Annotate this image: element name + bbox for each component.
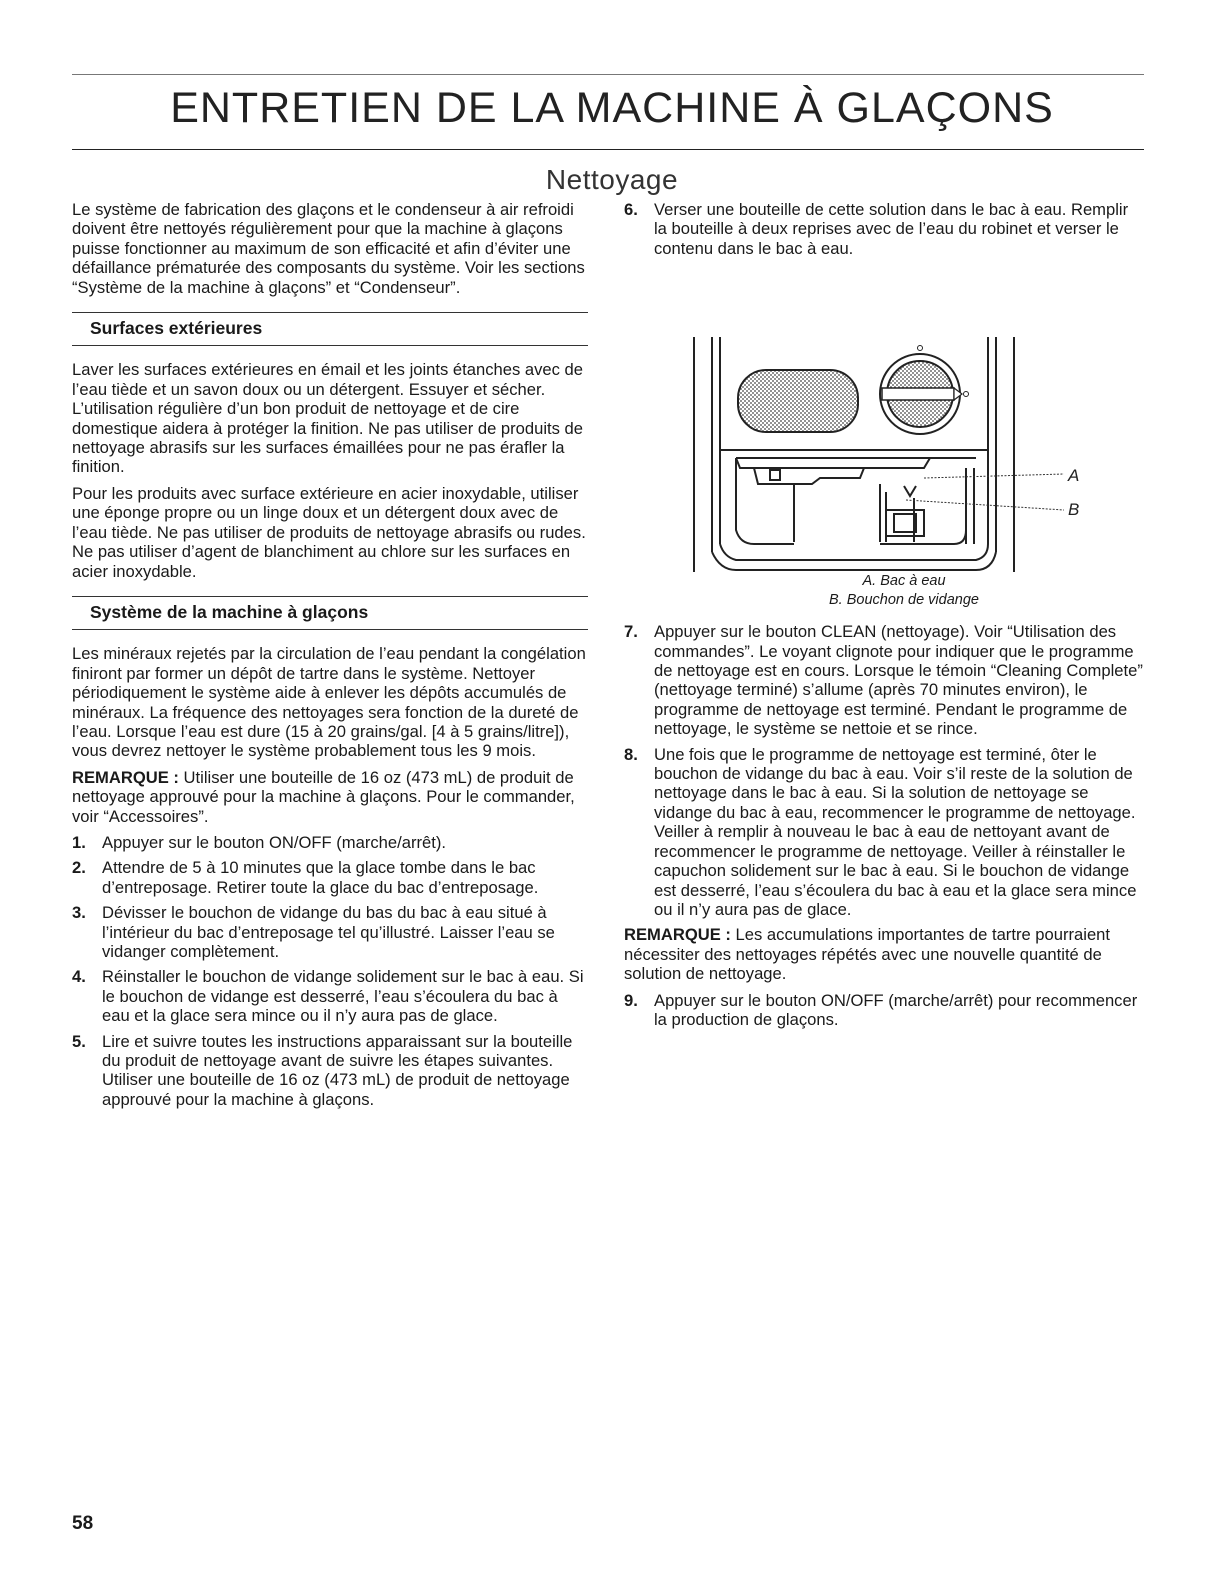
page-title: ENTRETIEN DE LA MACHINE À GLAÇONS — [170, 84, 1054, 132]
page-number: 58 — [72, 1513, 94, 1534]
surfaces-paragraph-2: Pour les produits avec surface extérieure en acier inoxydable, utiliser une éponge propre ou un linge doux et un détergent doux avec de l’eau tiède. Ne pas utiliser de produits de nettoyage abrasifs ou rudes. Ne pas utiliser d’agent de blanchiment au chlore sur les surfaces en acier inoxydable. — [72, 483, 586, 581]
list-item — [72, 903, 588, 961]
caption-a: A. Bac à eau — [862, 573, 946, 590]
step-text: Réinstaller le bouchon de vidange solidement sur le bac à eau. Si le bouchon de vidange est desserré, l’eau s’écoulera du bac à eau et la glace sera mince ou il n’y aura pas de glace. — [102, 967, 584, 1026]
system-heading: Système de la machine à glaçons — [72, 596, 588, 630]
step-text: Une fois que le programme de nettoyage est terminé, ôter le bouchon de vidange du bac à eau. Voir s’il reste de la solution de nettoyage dans le bac à eau. Si la solution de nettoyage se vidange du bac à eau, recommencer le programme de nettoyage. Veiller à remplir à nouveau le bac à eau de nettoyant avant de recommencer le programme de nettoyage. Veiller à réinstaller le capuchon solidement sur le bac à eau. Si le bouchon de vidange est desserré, l’eau s’écoulera du bac à eau et la glace sera mince ou il n’y aura pas de glace. — [654, 744, 1137, 919]
system-note — [72, 768, 588, 826]
system-paragraph: Les minéraux rejetés par la circulation de l’eau pendant la congélation finiront par former un dépôt de tartre dans le système. Nettoyer périodiquement le système aide à enlever les dépôts accumulés de minéraux. La fréquence des nettoyages sera fonction de la dureté de l’eau. Lorsque l’eau est dure (15 à 20 grains/gal. [4 à 5 grains/litre]), vous devrez nettoyer le système probablement tous les 9 mois. — [72, 644, 586, 761]
step-number: 7. — [624, 622, 638, 642]
step-text: Dévisser le bouchon de vidange du bas du bac à eau situé à l’intérieur du bac d’entreposage tel qu’illustré. Laisser l’eau se vidanger complètement. — [102, 903, 555, 961]
ice-maker-drawing — [624, 272, 1144, 572]
steps-list-right-top — [624, 200, 1144, 258]
note-label: REMARQUE : — [72, 767, 179, 787]
step-text: Appuyer sur le bouton CLEAN (nettoyage). Voir “Utilisation des commandes”. Le voyant clignote pour indiquer que le programme de nettoyage est en cours. Lorsque le témoin “Cleaning Complete” (nettoyage terminé) s’allume (après 70 minutes environ), le programme de nettoyage est terminé. Pendant le programme de nettoyage, le système se nettoie et se rince. — [654, 622, 1143, 739]
step-number: 8. — [624, 744, 638, 764]
ice-maker-illustration — [624, 272, 1144, 572]
note-label: REMARQUE : — [624, 925, 731, 945]
step-number: 1. — [72, 832, 86, 852]
step-text: Appuyer sur le bouton ON/OFF (marche/arrêt) pour recommencer la production de glaçons. — [654, 990, 1138, 1029]
steps-list-left — [72, 833, 588, 1109]
list-item — [72, 858, 588, 897]
top-rule — [72, 74, 1144, 75]
callout-label-a: A — [1068, 466, 1080, 486]
evaporator-panel — [738, 370, 858, 432]
step-number: 5. — [72, 1031, 86, 1051]
note-text: Utiliser une bouteille de 16 oz (473 mL) de produit de nettoyage approuvé pour la machine à glaçons. Pour le commander, voir “Accessoires”. — [72, 767, 575, 826]
surfaces-heading: Surfaces extérieures — [72, 312, 588, 346]
intro-paragraph: Le système de fabrication des glaçons et le condenseur à air refroidi doivent être nettoyés régulièrement pour que la machine à glaçons puisse fonctionner au maximum de son efficacité et afin d’éviter une défaillance prématurée des composants du système. Voir les sections “Système de la machine à glaçons” et “Condenseur”. — [72, 200, 585, 297]
list-item — [624, 622, 1144, 738]
title-rule — [72, 149, 1144, 150]
step-number: 6. — [624, 200, 638, 219]
step-text: Lire et suivre toutes les instructions apparaissant sur la bouteille du produit de nettoyage avant de suivre les étapes suivantes. Utiliser une bouteille de 16 oz (473 mL) de produit de nettoyage approuvé pour la machine à glaçons. — [102, 1031, 573, 1109]
step-number: 9. — [624, 990, 638, 1010]
list-item — [624, 745, 1144, 920]
list-item — [72, 1032, 588, 1110]
section-title: Nettoyage — [545, 164, 679, 195]
surfaces-paragraph-1: Laver les surfaces extérieures en émail et les joints étanches avec de l’eau tiède et un savon doux ou un détergent. Essuyer et sécher. L’utilisation régulière d’un bon produit de nettoyage et de cire domestique aidera à protéger la finition. Ne pas utiliser de produits de nettoyage abrasifs sur les surfaces émaillées pour ne pas érafler la finition. — [72, 360, 584, 477]
list-item — [72, 967, 588, 1025]
caption-b: B. Bouchon de vidange — [829, 592, 979, 609]
steps-list-right — [624, 622, 1144, 919]
list-item — [624, 200, 1144, 258]
leader-line-a — [924, 474, 1064, 478]
left-column — [72, 200, 588, 1115]
second-note — [624, 925, 1144, 983]
step-text: Verser une bouteille de cette solution dans le bac à eau. Remplir la bouteille à deux reprises avec de l’eau du robinet et verser le contenu dans le bac à eau. — [654, 200, 1129, 258]
step-text: Appuyer sur le bouton ON/OFF (marche/arrêt). — [102, 832, 446, 852]
step-number: 2. — [72, 858, 86, 878]
list-item — [624, 991, 1144, 1030]
step-number: 3. — [72, 903, 86, 923]
note-text: Les accumulations importantes de tartre pourraient nécessiter des nettoyages répétés avec une nouvelle quantité de solution de nettoyage. — [624, 925, 1111, 984]
step-text: Attendre de 5 à 10 minutes que la glace tombe dans le bac d’entreposage. Retirer toute la glace du bac d’entreposage. — [102, 858, 539, 897]
right-column — [624, 200, 1144, 1035]
callout-label-b: B — [1068, 500, 1080, 520]
list-item — [72, 833, 588, 852]
step-number: 4. — [72, 967, 86, 987]
figure-caption — [664, 572, 1144, 610]
steps-list-right-end — [624, 991, 1144, 1030]
leader-line-b — [906, 500, 1064, 510]
